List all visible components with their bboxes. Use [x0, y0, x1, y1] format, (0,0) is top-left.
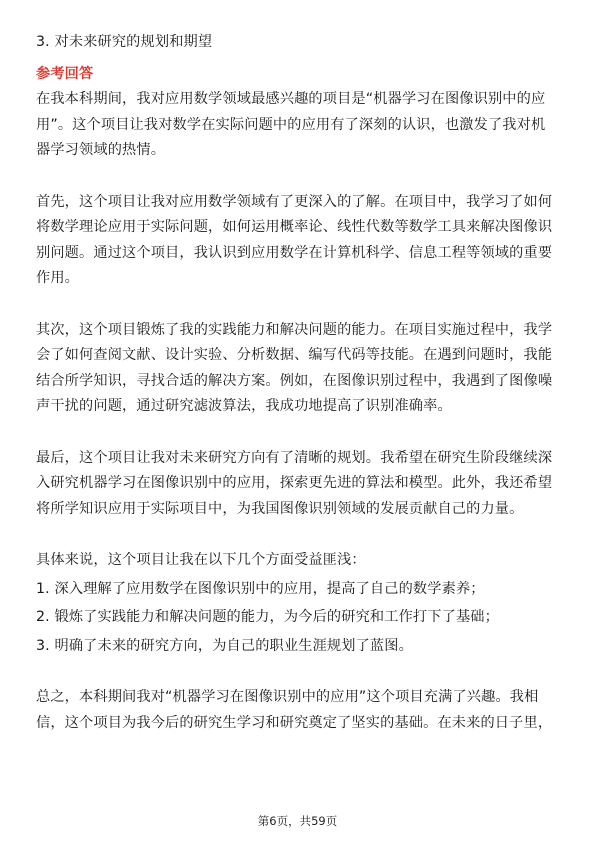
paragraph-intro: 在我本科期间，我对应用数学领域最感兴趣的项目是“机器学习在图像识别中的应用”。这个项目让我对数学在实际问题中的应用有了深刻的认识，也激发了我对机器学习领域的热情。 [36, 91, 546, 158]
answer-label: 参考回答 [36, 65, 94, 82]
question-heading: 3. 对未来研究的规划和期望 [36, 34, 213, 50]
paragraph-conclusion: 总之，本科期间我对“机器学习在图像识别中的应用”这个项目充满了兴趣。我相信，这个项目为我今后的研究生学习和研究奠定了坚实的基础。在未来的日子里， [36, 689, 553, 731]
paragraph-last: 最后，这个项目让我对未来研究方向有了清晰的规划。我希望在研究生阶段继续深入研究机器学习在图像识别中的应用，探索更先进的算法和模型。此外，我还希望将所学知识应用于实际项目中，为我国图像识别领域的发展贡献自己的力量。 [36, 449, 553, 517]
list-item: 2. 锻炼了实践能力和解决问题的能力，为今后的研究和工作打下了基础； [36, 609, 499, 625]
paragraph-first: 首先，这个项目让我对应用数学领域有了更深入的了解。在项目中，我学习了如何将数学理论应用于实际问题，如何运用概率论、线性代数等数学工具来解决图像识别问题。通过这个项目，我认识到应用数学在计算机科学、信息工程等领域的重要作用。 [36, 193, 553, 286]
list-item: 3. 明确了未来的研究方向，为自己的职业生涯规划了蓝图。 [36, 637, 413, 654]
paragraph-list-intro: 具体来说，这个项目让我在以下几个方面受益匪浅： [36, 552, 366, 568]
page-content [36, 30, 559, 736]
paragraph-second: 其次，这个项目锻炼了我的实践能力和解决问题的能力。在项目实施过程中，我学会了如何查阅文献、设计实验、分析数据、编写代码等技能。在遇到问题时，我能结合所学知识，寻找合适的解决方案。例如，在图像识别过程中，我遇到了图像噪声干扰的问题，通过研究滤波算法，我成功地提高了识别准确率。 [36, 321, 553, 414]
page-number: 第6页，共59页 [257, 814, 338, 828]
list-item: 1. 深入理解了应用数学在图像识别中的应用，提高了自己的数学素养； [36, 580, 485, 597]
